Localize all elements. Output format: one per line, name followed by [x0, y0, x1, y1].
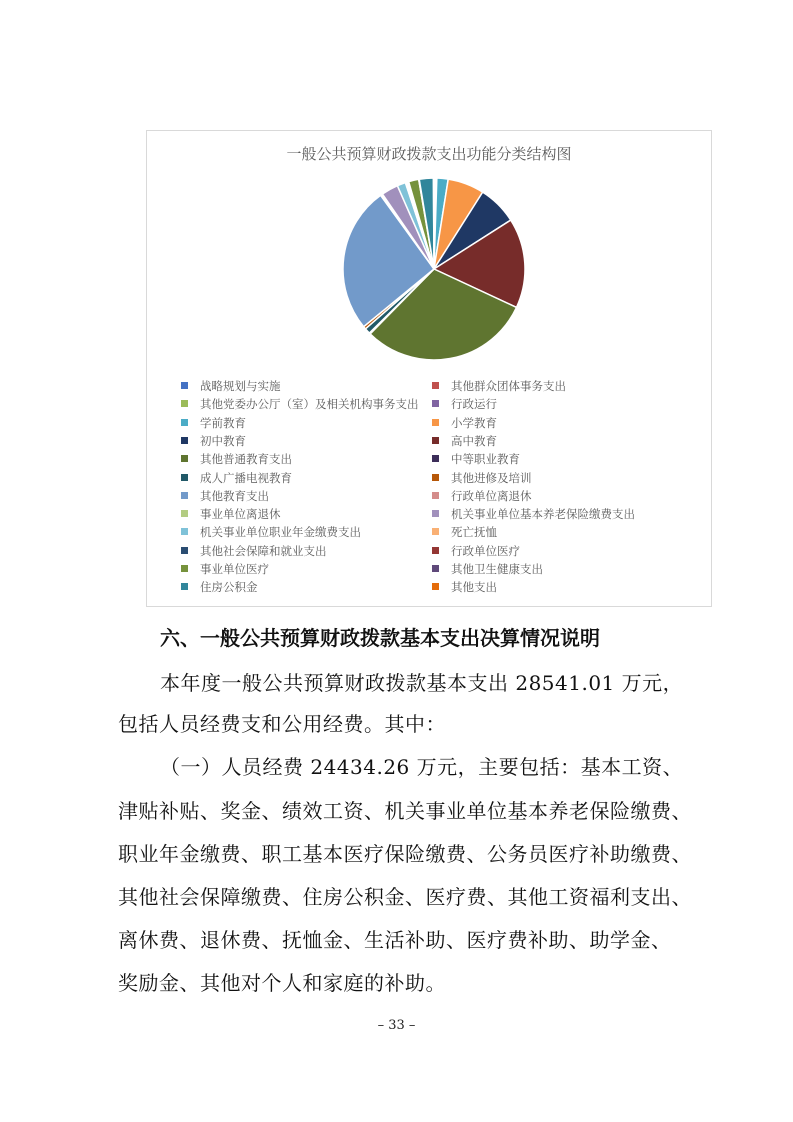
section-heading: 六、一般公共预算财政拨款基本支出决算情况说明	[160, 626, 600, 650]
legend-item	[432, 488, 532, 505]
legend-swatch	[181, 400, 188, 407]
legend-label: 其他社会保障和就业支出	[200, 543, 327, 558]
legend-item	[432, 506, 635, 523]
legend-swatch	[181, 565, 188, 572]
legend-item	[181, 396, 419, 413]
legend-swatch	[432, 455, 439, 462]
paragraph-line: 离休费、退休费、抚恤金、生活补助、医疗费补助、助学金、	[118, 928, 672, 952]
legend-label: 中等职业教育	[451, 452, 520, 467]
legend-swatch	[432, 474, 439, 481]
page-number: – 33 –	[377, 1018, 416, 1033]
legend-label: 小学教育	[451, 415, 497, 430]
pie-plot	[147, 131, 711, 371]
paragraph-line: 包括人员经费支和公用经费。其中：	[118, 712, 446, 736]
paragraph-line: 奖励金、其他对个人和家庭的补助。	[118, 971, 446, 995]
legend-item	[181, 561, 269, 578]
legend-label: 机关事业单位职业年金缴费支出	[200, 525, 361, 540]
legend-label: 成人广播电视教育	[200, 470, 292, 485]
legend-item	[432, 433, 497, 450]
legend-item	[432, 524, 497, 541]
legend-label: 高中教育	[451, 433, 497, 448]
paragraph-line: 其他社会保障缴费、住房公积金、医疗费、其他工资福利支出、	[118, 885, 692, 909]
legend-item	[181, 433, 246, 450]
legend-swatch	[181, 474, 188, 481]
paragraph-line: （一）人员经费 24434.26 万元，主要包括：基本工资、	[160, 755, 684, 779]
paragraph-line: 职业年金缴费、职工基本医疗保险缴费、公务员医疗补助缴费、	[118, 842, 692, 866]
legend-item	[181, 506, 281, 523]
paragraph-line: 津贴补贴、奖金、绩效工资、机关事业单位基本养老保险缴费、	[118, 799, 692, 823]
legend-swatch	[432, 583, 439, 590]
legend-swatch	[432, 547, 439, 554]
legend-swatch	[432, 510, 439, 517]
legend-label: 其他教育支出	[200, 488, 269, 503]
legend-swatch	[181, 455, 188, 462]
pie-chart	[146, 130, 712, 607]
legend-item	[432, 378, 566, 395]
chart-title: 一般公共预算财政拨款支出功能分类结构图	[286, 145, 572, 163]
legend-swatch	[432, 400, 439, 407]
legend-item	[432, 579, 497, 596]
legend-label: 事业单位离退休	[200, 507, 281, 522]
legend-label: 住房公积金	[200, 580, 258, 595]
legend-swatch	[181, 492, 188, 499]
legend-label: 战略规划与实施	[200, 379, 281, 393]
legend-label: 其他卫生健康支出	[451, 562, 543, 576]
legend-label: 机关事业单位基本养老保险缴费支出	[451, 507, 635, 522]
legend-item	[432, 543, 520, 560]
legend-label: 死亡抚恤	[451, 525, 497, 540]
legend-item	[181, 415, 246, 432]
legend-label: 其他群众团体事务支出	[451, 379, 566, 393]
legend-label: 其他党委办公厅（室）及相关机构事务支出	[200, 397, 419, 412]
pie-slice	[433, 178, 434, 269]
legend-swatch	[432, 565, 439, 572]
legend-swatch	[181, 437, 188, 444]
legend-item	[432, 561, 543, 578]
legend-swatch	[432, 437, 439, 444]
legend-swatch	[432, 382, 439, 389]
legend-item	[432, 470, 532, 487]
legend-item	[181, 488, 269, 505]
legend-label: 行政单位医疗	[451, 543, 520, 558]
legend-swatch	[181, 528, 188, 535]
legend-item	[181, 378, 281, 395]
legend-swatch	[181, 583, 188, 590]
legend-swatch	[181, 510, 188, 517]
paragraph-line: 本年度一般公共预算财政拨款基本支出 28541.01 万元，	[160, 671, 684, 695]
legend-swatch	[432, 528, 439, 535]
legend-item	[181, 451, 292, 468]
legend-item	[181, 524, 361, 541]
legend-item	[181, 579, 258, 596]
legend-label: 行政运行	[451, 397, 497, 412]
legend-item	[432, 415, 497, 432]
legend-item	[432, 396, 497, 413]
legend-swatch	[432, 492, 439, 499]
legend-label: 其他支出	[451, 580, 497, 595]
legend-swatch	[181, 382, 188, 389]
legend-item	[432, 451, 520, 468]
legend-swatch	[181, 547, 188, 554]
legend-swatch	[432, 419, 439, 426]
legend-label: 学前教育	[200, 415, 246, 430]
legend-label: 其他进修及培训	[451, 470, 532, 485]
legend-label: 其他普通教育支出	[200, 452, 292, 467]
legend-item	[181, 470, 292, 487]
legend-label: 初中教育	[200, 433, 246, 448]
legend-label: 事业单位医疗	[200, 562, 269, 576]
legend-swatch	[181, 419, 188, 426]
legend-label: 行政单位离退休	[451, 488, 532, 503]
legend-item	[181, 543, 327, 560]
